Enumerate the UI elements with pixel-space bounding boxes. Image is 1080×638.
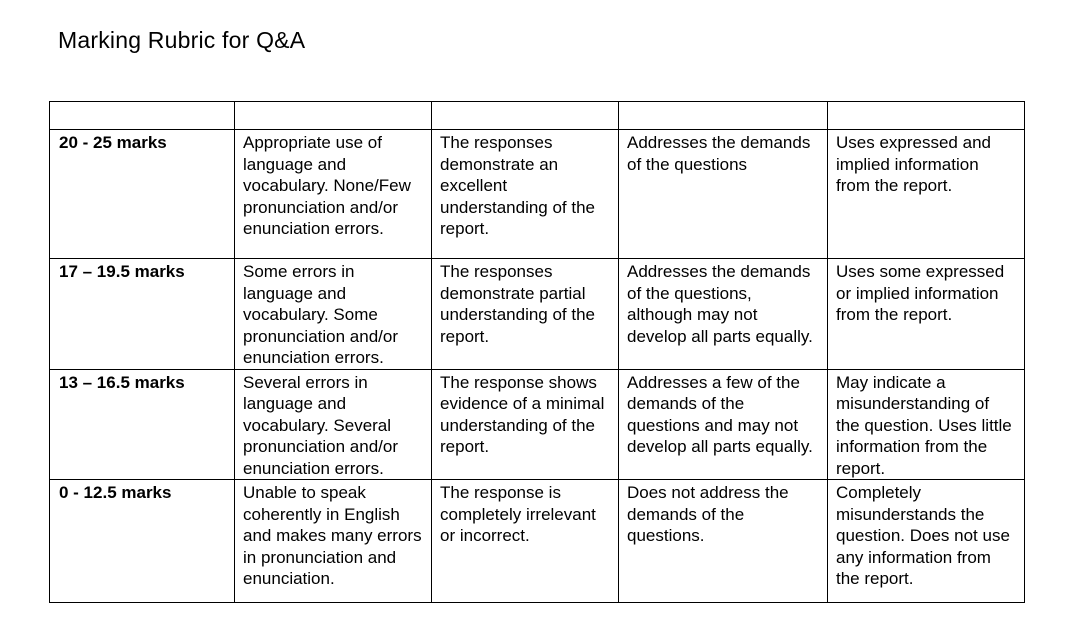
mark-band-cell: 13 – 16.5 marks (50, 369, 235, 480)
information-criterion-cell: May indicate a misunderstanding of the question. Uses little information from the report. (828, 369, 1025, 480)
information-criterion-cell: Uses expressed and implied information from the report. (828, 130, 1025, 259)
language-criterion-cell: Appropriate use of language and vocabulary. None/Few pronunciation and/or enunciation errors. (235, 130, 432, 259)
understanding-criterion-cell: The responses demonstrate an excellent understanding of the report. (432, 130, 619, 259)
understanding-criterion-cell: The responses demonstrate partial understanding of the report. (432, 259, 619, 370)
demands-criterion-cell: Does not address the demands of the questions. (619, 480, 828, 603)
header-cell-information (828, 102, 1025, 130)
table-row (50, 369, 1025, 480)
mark-band-cell: 20 - 25 marks (50, 130, 235, 259)
rubric-table (49, 101, 1025, 603)
information-criterion-cell: Uses some expressed or implied information from the report. (828, 259, 1025, 370)
mark-band-cell: 0 - 12.5 marks (50, 480, 235, 603)
header-cell-language (235, 102, 432, 130)
demands-criterion-cell: Addresses the demands of the questions (619, 130, 828, 259)
demands-criterion-cell: Addresses a few of the demands of the questions and may not develop all parts equally. (619, 369, 828, 480)
language-criterion-cell: Some errors in language and vocabulary. Some pronunciation and/or enunciation errors. (235, 259, 432, 370)
table-row (50, 259, 1025, 370)
table-row (50, 480, 1025, 603)
header-cell-band (50, 102, 235, 130)
table-row (50, 130, 1025, 259)
header-cell-understanding (432, 102, 619, 130)
language-criterion-cell: Unable to speak coherently in English and makes many errors in pronunciation and enunciation. (235, 480, 432, 603)
mark-band-cell: 17 – 19.5 marks (50, 259, 235, 370)
page-title: Marking Rubric for Q&A (58, 27, 306, 53)
understanding-criterion-cell: The response shows evidence of a minimal understanding of the report. (432, 369, 619, 480)
header-cell-demands (619, 102, 828, 130)
language-criterion-cell: Several errors in language and vocabulary. Several pronunciation and/or enunciation errors. (235, 369, 432, 480)
header-row (50, 102, 1025, 130)
information-criterion-cell: Completely misunderstands the question. Does not use any information from the report. (828, 480, 1025, 603)
demands-criterion-cell: Addresses the demands of the questions, although may not develop all parts equally. (619, 259, 828, 370)
understanding-criterion-cell: The response is completely irrelevant or incorrect. (432, 480, 619, 603)
